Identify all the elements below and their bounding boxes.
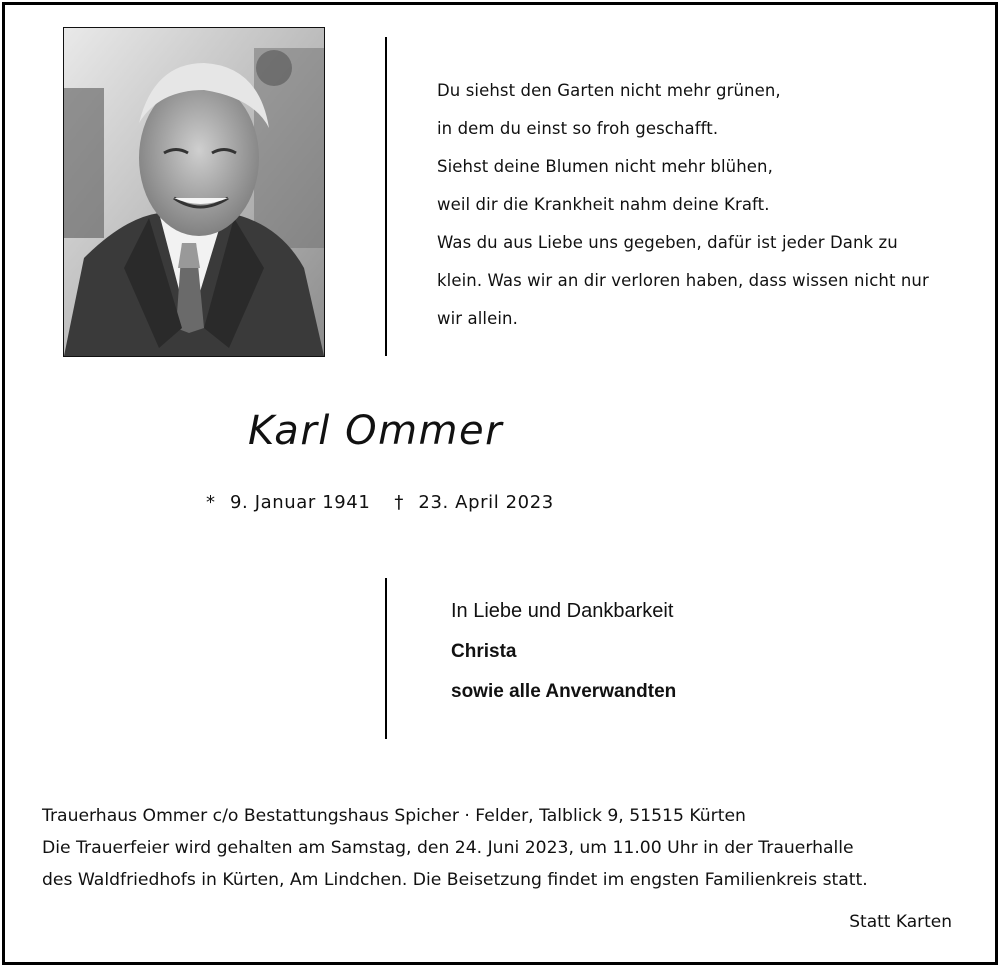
death-symbol: † (394, 492, 405, 513)
ceremony-line: Die Trauerfeier wird gehalten am Samstag, den 24. Juni 2023, um 11.00 Uhr in der Trauerhalle (42, 838, 854, 858)
deceased-name: Karl Ommer (248, 408, 504, 454)
poem-line: Siehst deine Blumen nicht mehr blühen, (437, 157, 773, 176)
family-block (451, 600, 951, 721)
death-date: 23. April 2023 (418, 492, 554, 513)
poem-line: in dem du einst so froh geschafft. (437, 119, 719, 138)
portrait-photo (63, 27, 325, 357)
signature-note: Statt Karten (849, 912, 952, 932)
birth-symbol: * (206, 492, 216, 513)
divider-line-family (385, 578, 387, 739)
poem-line: wir allein. (437, 309, 518, 328)
birth-date: 9. Januar 1941 (230, 492, 371, 513)
poem (437, 72, 957, 338)
family-others: sowie alle Anverwandten (451, 681, 677, 702)
family-intro: In Liebe und Dankbarkeit (451, 600, 674, 622)
family-name: Christa (451, 641, 517, 662)
portrait-illustration (64, 28, 324, 356)
poem-line: Du siehst den Garten nicht mehr grünen, (437, 81, 781, 100)
divider-line-top (385, 37, 387, 356)
funeral-details (42, 800, 962, 896)
burial-line: des Waldfriedhofs in Kürten, Am Lindchen. Die Beisetzung findet im engsten Familienkreis statt. (42, 870, 868, 890)
poem-line: klein. Was wir an dir verloren haben, dass wissen nicht nur (437, 271, 929, 290)
life-dates (206, 492, 626, 513)
poem-line: weil dir die Krankheit nahm deine Kraft. (437, 195, 770, 214)
poem-line: Was du aus Liebe uns gegeben, dafür ist jeder Dank zu (437, 233, 898, 252)
address-line: Trauerhaus Ommer c/o Bestattungshaus Spicher · Felder, Talblick 9, 51515 Kürten (42, 806, 746, 826)
